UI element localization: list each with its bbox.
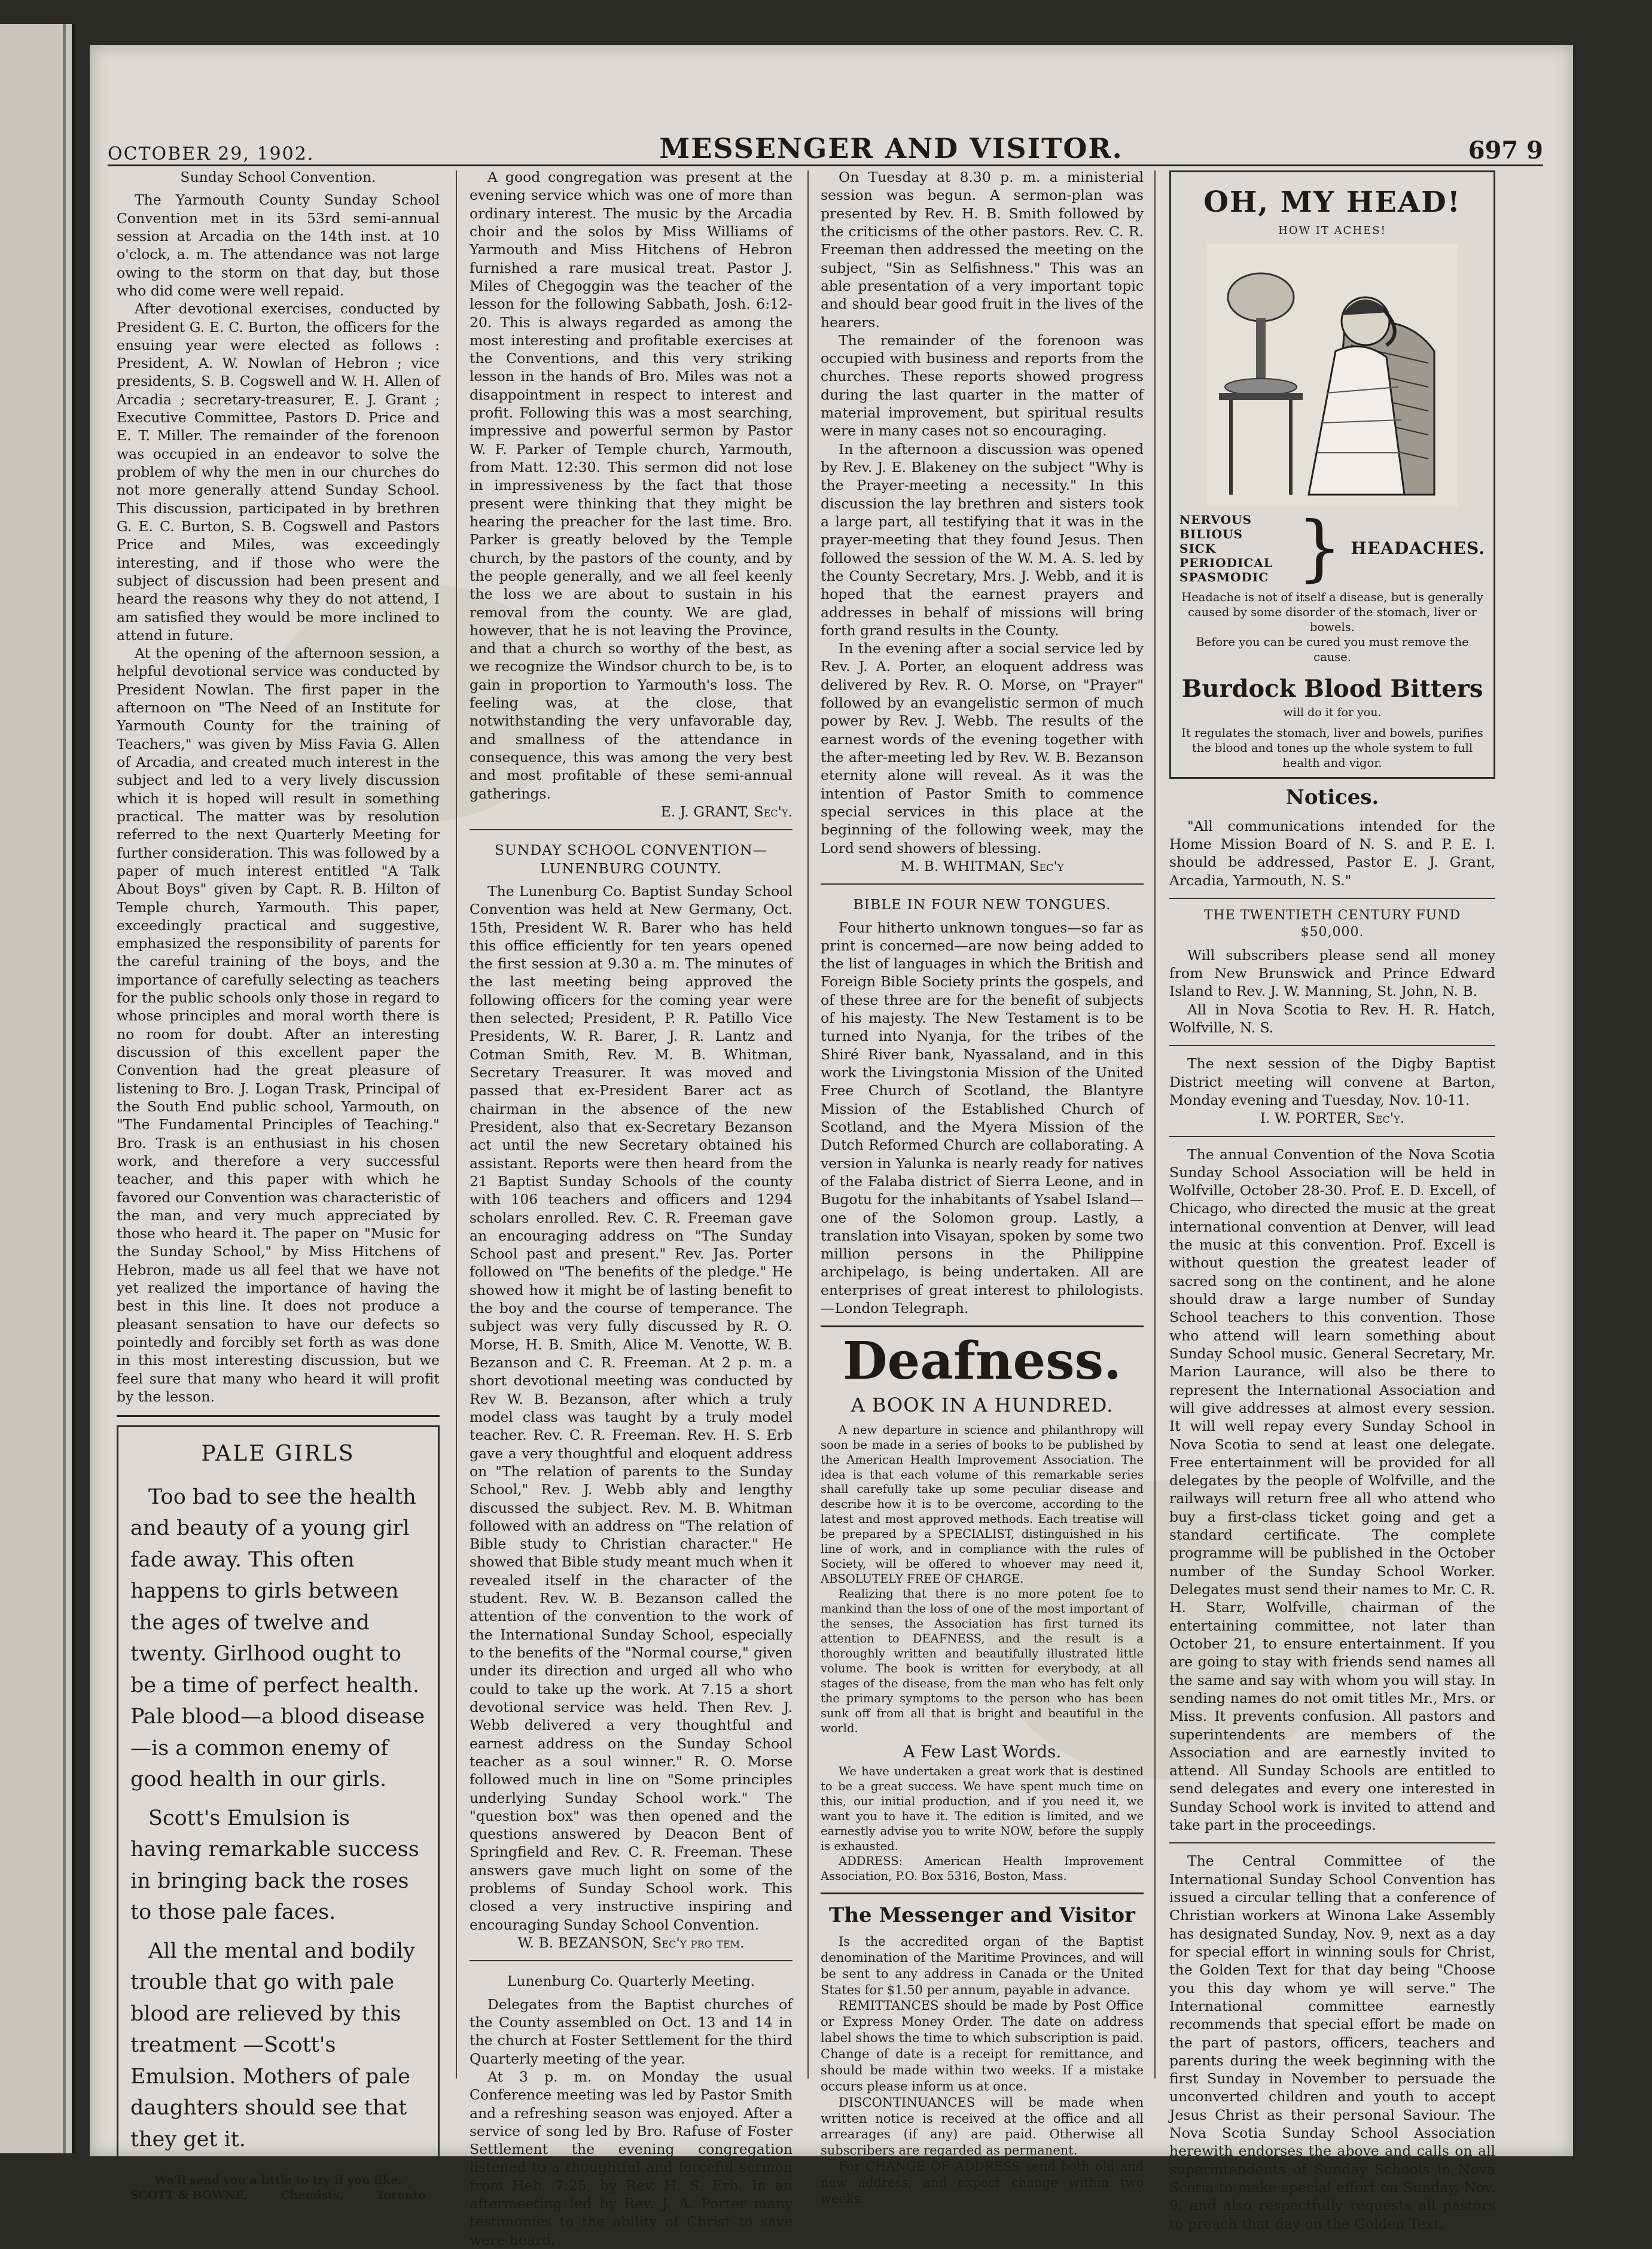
ad-paragraph: A new departure in science and philanthropy will soon be made in a series of books to be published by the American Health Improvement Association. The idea is that each volume of this remarkable series shall carefully take up some peculiar disease and describe how it is to be overcome, according to the latest and most approved methods. Each treatise will be prepared by a SPECIALIST, distinguished in his line of work, and in compliance with the rules of Society, will be offered to whoever may need it, ABSOLUTELY FREE OF CHARGE. xyxy=(821,1422,1144,1586)
ad-paragraph: Realizing that there is no more potent foe to mankind than the loss of one of the most important of the senses, the Association has first turned its attention to DEAFNESS, and the result is a thoroughly written and beautifully illustrated little volume. The book is written for everybody, at all stages of the disease, from the man who has felt only the primary symptoms to the person who has been sunk off from all that is bright and beautiful in the world. xyxy=(821,1587,1144,1735)
column-rule xyxy=(1154,170,1156,2079)
ailment-item: NERVOUS xyxy=(1179,513,1252,528)
article-heading: SUNDAY SCHOOL CONVENTION— LUNENBURG COUNTY. xyxy=(494,842,768,877)
ailment-item: PERIODICAL xyxy=(1179,556,1273,571)
divider xyxy=(117,1415,440,1417)
ad-headline: OH, MY HEAD! xyxy=(1203,185,1461,219)
paragraph: The remainder of the forenoon was occupied with business and reports from the churches. These reports showed progress during the last quarter in the matter of material improvement, but spiritual results were in many cases not so encouraging. xyxy=(821,331,1144,440)
ad-footer xyxy=(130,2173,426,2202)
signature: W. B. BEZANSON, Sec'y pro tem. xyxy=(517,1934,745,1951)
paragraph: After devotional exercises, conducted by President G. E. C. Burton, the officers for the ensuing year were elected as follows : President, A. W. Nowlan of Hebron ; vice presidents, S. B. Cogswell and W. H. Allen of Arcadia ; secretary-treasurer, E. J. Grant ; Executive Committee, Pastors D. Price and E. T. Miller. The remainder of the forenoon was occupied in an endeavor to solve the problem of why the men in our churches do not more generally attend Sunday School. This discussion, participated in by brethren G. E. C. Burton, S. B. Cogswell and Pastors Price and Miles, was exceedingly interesting, and if those who were the subject of discussion had been present and heard the reasons why they do not attend, I am satisfied they would be more inclined to attend in future. xyxy=(117,300,440,644)
column-4 xyxy=(1169,164,1495,2232)
ad-paragraph: We have undertaken a great work that is destined to be a great success. We have spent much time on this, our initial production, and if you need it, we want you to have it. The edition is limited, and we earnestly advise you to write NOW, before the supply is exhausted. xyxy=(821,1765,1144,1854)
ad-brand: SCOTT & BOWNE, xyxy=(130,2188,248,2202)
adjacent-page-edge xyxy=(0,24,75,2153)
ad-paragraph: Headache is not of itself a disease, but is generally caused by some disorder of the stomach, liver or bowels. xyxy=(1181,590,1483,635)
brace-glyph: } xyxy=(1297,507,1343,590)
ad-paragraph: Scott's Emulsion is having remarkable success in bringing back the roses to those pale faces. xyxy=(130,1806,419,1925)
ad-paragraph: Before you can be cured you must remove the cause. xyxy=(1196,635,1469,664)
paragraph: Is the accredited organ of the Baptist denomination of the Maritime Provinces, and will be sent to any address in Canada or the United States for $1.50 per annum, payable in advance. xyxy=(821,1934,1144,1997)
notice: The annual Convention of the Nova Scotia Sunday School Association will be held in Wolfville, October 28-30. Prof. E. D. Excell, of Chicago, who directed the music at the great international convention at Denver, will lead the music at this convention. Prof. Excell is without question the greatest leader of sacred song on the continent, and he alone should draw a large number of Sunday School teachers to this convention. Those who attend will learn something about Sunday School music. General Secretary, Mr. Marion Laurance, will also be there to represent the International Association and will give addresses at almost every session. It will well repay every Sunday School in Nova Scotia to send at least one delegate. Free entertainment will be provided for all delegates by the people of Wolfville, and the railways will return free all who attend who buy a first-class ticket going and get a standard certificate. The complete programme will be published in the October number of the Sunday School Worker. Delegates must send their names to Mr. C. R. H. Starr, Wolfville, chairman of the entertaining committee, not later than October 21, to ensure entertainment. If you are going to stay with friends send names all the same and say with whom you will stay. In sending names do not omit titles Mr., Mrs. or Miss. It prevents confusion. All pastors and superintendents are members of the Association and are earnestly invited to attend. All Sunday Schools are entitled to send delegates and every one interested in Sunday School work is invited to attend and take part in the proceedings. xyxy=(1169,1145,1495,1834)
ailment-item: SPASMODIC xyxy=(1179,570,1269,585)
product-tagline: will do it for you. xyxy=(1283,706,1382,720)
column-1 xyxy=(117,164,440,2202)
masthead xyxy=(108,117,1543,166)
paragraph: The Yarmouth County Sunday School Convention met in its 53rd semi-annual session at Arcadia on the 14th inst. at 10 o'clock, a. m. The attendance was not large owing to the storm on that day, but those who did come were well repaid. xyxy=(117,191,440,299)
signature: I. W. PORTER, Sec'y. xyxy=(1260,1110,1405,1127)
ailment-item: SICK xyxy=(1179,541,1217,556)
column-2 xyxy=(470,164,793,2248)
paragraph: Four hitherto unknown tongues—so far as print is concerned—are now being added to the list of languages in which the British and Foreign Bible Society prints the gospels, and of these three are for the benefit of subjects of his majesty. The New Testament is to be turned into Nyanja, for the tribes of the Shiré River bank, Nyassaland, and in this work the Livingstonia Mission of the United Free Church of Scotland, the Blantyre Mission of the Established Church of Scotland, and the Myera Mission of the Dutch Reformed Church are collaborating. A version in Yalunka is nearly ready for natives of the Falaba district of Sierra Leone, and in Bugotu for the inhabitants of Ysabel Island—one of the Solomon group. Lastly, a translation into Visayan, spoken by some two million persons in the Philippine archipelago, is being undertaken. All are enterprises of great interest to philologists.—London Telegraph. xyxy=(821,919,1144,1317)
paragraph: At the opening of the afternoon session, a helpful devotional service was conducted by President Nowlan. The first paper in the afternoon on "The Need of an Institute for Yarmouth County for the training of Teachers," was given by Miss Favia G. Allen of Arcadia, and created much interest in the subject and led to a very lively discussion which it is hoped will result in something practical. The matter was by resolution referred to the next Quarterly Meeting for further consideration. This was followed by a paper of much interest entitled "A Talk About Boys" given by Capt. R. B. Hilton of Temple church, Yarmouth. This paper, exceedingly practical and suggestive, emphasized the responsibility of parents for the careful training of the boys, and the importance of carefully selecting as teachers for the public schools only those in regard to whose principles and moral worth there is no room for doubt. After an interesting discussion of this excellent paper the Convention had the great pleasure of listening to Bro. J. Logan Trask, Principal of the South End public school, Yarmouth, on "The Fundamental Principles of Teaching." Bro. Trask is an enthusiast in his chosen work, and therefore a very successful teacher, and this paper with which he favored our Convention was characteristic of the man, and very much appreciated by those who heard it. The paper on "Music for the Sunday School," by Miss Hitchens of Hebron, made us all feel that we have not yet realized the importance of having the best in this line. It does not produce a pleasant sensation to have our defects so pointedly and forcibly set forth as was done in this most interesting discussion, but we feel sure that many who heard it will profit by the lesson. xyxy=(117,645,440,1405)
fund-amount: $50,000. xyxy=(1300,925,1364,940)
paragraph: The Lunenburg Co. Baptist Sunday School Convention was held at New Germany, Oct. 15th, President W. R. Barer who has held this office efficiently for ten years opened the first session at 9.30 a. m. The minutes of the last meeting being approved the following officers for the coming year were then selected; President, P. R. Patillo Vice Presidents, W. R. Barer, J. R. Lantz and Cotman Smith, Rev. M. B. Whitman, Secretary Treasurer. It was moved and passed that ex-President Barer act as chairman in the absence of the new President, also that ex-Secretary Bezanson act until the new Secretary obtained his assistant. Reports were then heard from the 21 Baptist Sunday Schools of the county with 106 teachers and officers and 1294 scholars enrolled. Rev. C. R. Freeman gave an encouraging address on "The Sunday School past and present." Rev. Jas. Porter followed on "The benefits of the pledge." He showed how it might be of lasting benefit to the boy and the course of temperance. The subject was very fully discussed by R. O. Morse, H. B. Smith, Alice M. Venotte, W. B. Bezanson and C. R. Freeman. At 2 p. m. a short devotional meeting was conducted by Rev W. B. Bezanson, after which a truly model class was taught by a truly model teacher. Rev. C. R. Freeman. Rev. H. S. Erb gave a very thoughtful and eloquent address on "The relation of parents to the Sunday School," Rev. J. Webb ably and lengthy discussed the subject. Rev. M. B. Whitman followed with an address on "The relation of Bible study to Christian character." He showed that Bible study meant much when it revealed itself in the character of the student. Rev. W. B. Bezanson called the attention of the convention to the work of the International Sunday School, especially to the benefits of the "Normal course," given under its direction and urged all who who could to take up the work. At 7.15 a short devotional service was held. Then Rev. J. Webb delivered a very thoughtful and earnest address on the Sunday School teacher as a soul winner." R. O. Morse followed much in line on "Some principles underlying Sunday School work." The "question box" was then opened and the questions answered by Deacon Bent of Springfield and Rev. C. R. Freeman. These answers gave much light on some of the problems of Sunday School work. This closed a very instructive inspiring and encouraging Sunday School Convention. xyxy=(470,882,793,1933)
column-rule xyxy=(456,170,457,2079)
paragraph: In the afternoon a discussion was opened by Rev. J. E. Blakeney on the subject "Why is the Prayer-meeting a necessity." In this discussion the lay brethren and sisters took a large part, all testifying that it was in the prayer-meeting that they found Jesus. Then followed the session of the W. M. A. S. led by the County Secretary, Mrs. J. Webb, and it is hoped that the earnest prayers and addresses in behalf of missions will bring forth grand results in the County. xyxy=(821,440,1144,639)
article-heading: Lunenburg Co. Quarterly Meeting. xyxy=(507,1973,755,1990)
notice: The next session of the Digby Baptist District meeting will convene at Barton, Monday evening and Tuesday, Nov. 10-11. xyxy=(1169,1055,1495,1108)
messenger-visitor-heading: The Messenger and Visitor xyxy=(829,1903,1135,1928)
product-name: Burdock Blood Bitters xyxy=(1181,674,1483,703)
paragraph: For CHANGE OF ADDRESS send both old and new address, and expect change within two weeks. xyxy=(821,2159,1144,2206)
ailment-item: BILIOUS xyxy=(1179,527,1243,542)
divider xyxy=(1169,1136,1495,1137)
ad-offer: We'll send you a little to try if you like. xyxy=(154,2174,402,2187)
woman-with-headache-illustration xyxy=(1179,243,1485,507)
paragraph: In the evening after a social service led by Rev. J. A. Porter, an eloquent address was delivered by Rev. R. O. Morse, on "Prayer" followed by an evangelistic sermon of much power by Rev. J. Webb. The results of the earnest words of the evening together with the after-meeting led by Rev. W. B. Bezanson eternity alone will reveal. As it was the intention of Pastor Smith to commence special services in this place at the beginning of the following week, may the Lord send showers of blessing. xyxy=(821,640,1144,857)
pale-girls-advertisement xyxy=(117,1425,440,2214)
paragraph: Delegates from the Baptist churches of the County assembled on Oct. 13 and 14 in the church at Foster Settlement for the third Quarterly meeting of the year. xyxy=(470,1995,793,2067)
headache-advertisement xyxy=(1169,170,1495,779)
article-heading: BIBLE IN FOUR NEW TONGUES. xyxy=(853,896,1111,913)
deafness-ad-subtitle: A BOOK IN A HUNDRED. xyxy=(851,1394,1114,1417)
signature: E. J. GRANT, Sec'y. xyxy=(660,803,793,820)
divider xyxy=(470,829,793,830)
ad-paragraph: Too bad to see the health and beauty of a young girl fade away. This often happens to girls between the ages of twelve and twenty. Girlhood ought to be a time of perfect health. Pale blood—a blood disease—is a common enemy of good health in our girls. xyxy=(130,1485,425,1792)
deafness-ad-title: Deafness. xyxy=(842,1331,1122,1392)
ad-brand-city: Toronto xyxy=(376,2188,426,2202)
ad-address: ADDRESS: American Health Improvement Association, P.O. Box 5316, Boston, Mass. xyxy=(821,1854,1144,1884)
newspaper-title: MESSENGER AND VISITOR. xyxy=(659,132,1123,164)
ailments-list xyxy=(1179,507,1485,590)
divider xyxy=(821,1325,1144,1327)
column-rule xyxy=(807,170,809,2079)
issue-date: OCTOBER 29, 1902. xyxy=(108,144,315,164)
divider xyxy=(1169,898,1495,899)
divider xyxy=(821,883,1144,885)
divider xyxy=(1169,1842,1495,1843)
article-heading: Sunday School Convention. xyxy=(180,169,376,185)
signature: M. B. WHITMAN, Sec'y xyxy=(900,857,1064,874)
notices-heading xyxy=(1169,785,1495,811)
notices-label: Notices. xyxy=(1285,785,1379,809)
ad-subheading: A Few Last Words. xyxy=(903,1741,1062,1762)
column-3 xyxy=(821,164,1144,2206)
fund-title: THE TWENTIETH CENTURY FUND xyxy=(1203,907,1461,923)
paragraph: On Tuesday at 8.30 p. m. a ministerial session was begun. A sermon-plan was presented by Rev. H. B. Smith followed by the criticisms of the other pastors. Rev. C. R. Freeman then addressed the meeting on the subject, "Sin as Selfishness." This was an able presentation of a very important topic and should bear good fruit in the lives of the hearers. xyxy=(821,169,1144,331)
paragraph: A good congregation was present at the evening service which was one of more than ordinary interest. The music by the Arcadia choir and the solos by Miss Williams of Yarmouth and Miss Hitchens of Hebron furnished a rare musical treat. Pastor J. Miles of Chegoggin was the teacher of the lesson for the following Sabbath, Josh. 6:12-20. This is always regarded as among the most interesting and profitable exercises at the Conventions, and this very striking lesson in the hands of Bro. Miles was not a disappointment in respect to interest and profit. Following this was a most searching, impressive and powerful sermon by Pastor W. F. Parker of Temple church, Yarmouth, from Matt. 12:30. This sermon did not lose in impressiveness by the fact that those present were thinking that they might be hearing the preacher for the last time. Bro. Parker is greatly beloved by the Temple church, by the pastors of the county, and by the people generally, and we all feel keenly the loss we are about to sustain in his removal from the county. We are glad, however, that he is not leaving the Province, and that a church so worthy of the best, as we recognize the Windsor church to be, is to gain in proportion to Yarmouth's loss. The feeling was, at the close, that notwithstanding the very unfavorable day, and smallness of the attendance in consequence, this was among the very best and most profitable of these semi-annual gatherings. xyxy=(470,169,793,802)
paragraph: REMITTANCES should be made by Post Office or Express Money Order. The date on address label shows the time to which subscription is paid. Change of date is a receipt for remittance, and should be made within two weeks. If a mistake occurs please inform us at once. xyxy=(821,1998,1144,2093)
ad-brand-role: Chemists, xyxy=(281,2188,344,2202)
notice: All in Nova Scotia to Rev. H. R. Hatch, Wolfville, N. S. xyxy=(1169,1001,1495,1036)
newspaper-page xyxy=(90,45,1573,2248)
notice: Will subscribers please send all money from New Brunswick and Prince Edward Island to Rev. J. W. Manning, St. John, N. B. xyxy=(1169,946,1495,1000)
paragraph: At 3 p. m. on Monday the usual Conference meeting was led by Pastor Smith and a refreshing season was enjoyed. After a service of song led by Bro. Rafuse of Foster Settlement the evening congregation listened to a thoughtful and forceful sermon from Heb. 7:25, by Rev. H. S. Erb. In an aftermeeting led by Rev. J. A. Porter many testimonies to the ability of Christ to save were heard. xyxy=(470,2068,793,2248)
ad-title: PALE GIRLS xyxy=(201,1442,355,1467)
divider xyxy=(821,1893,1144,1894)
ad-subheadline: HOW IT ACHES! xyxy=(1278,224,1386,237)
page-number: 697 9 xyxy=(1468,136,1543,164)
notice: "All communications intended for the Home Mission Board of N. S. and P. E. I. should be addressed, Pastor E. J. Grant, Arcadia, Yarmouth, N. S." xyxy=(1169,817,1495,889)
paragraph: DISCONTINUANCES will be made when written notice is received at the office and all arrearages (if any) are paid. Otherwise all subscribers are regarded as permanent. xyxy=(821,2095,1144,2158)
divider xyxy=(1169,1045,1495,1046)
ad-paragraph: It regulates the stomach, liver and bowels, purifies the blood and tones up the whole system to full health and vigor. xyxy=(1181,726,1483,770)
divider xyxy=(470,1960,793,1961)
ailments-label: HEADACHES. xyxy=(1351,538,1485,559)
notice: The Central Committee of the International Sunday School Convention has issued a circular telling that a conference of Christian workers at Winona Lake Assembly has designated Sunday, Nov. 9, next as a day for special effort in winning souls for Christ, the Golden Text for that day being "Choose you this day whom ye will serve." The International committee earnestly recommends that special effort be made on the part of pastors, officers, teachers and parents during the week beginning with the first Sunday in November to persuade the unconverted children and youth to accept Jesus Christ as their personal Saviour. The Nova Scotia Sunday School Association herewith endorses the above and calls on all superintendents of Sunday Schools in Nova Scotia to make special effort on Sunday, Nov. 9, and also respectfully requests all pastors to preach that day on the Golden Text. xyxy=(1169,1852,1495,2232)
ad-paragraph: All the mental and bodily trouble that go with pale blood are relieved by this treatment —Scott's Emulsion. Mothers of pale daughters should see that they get it. xyxy=(130,1939,415,2152)
